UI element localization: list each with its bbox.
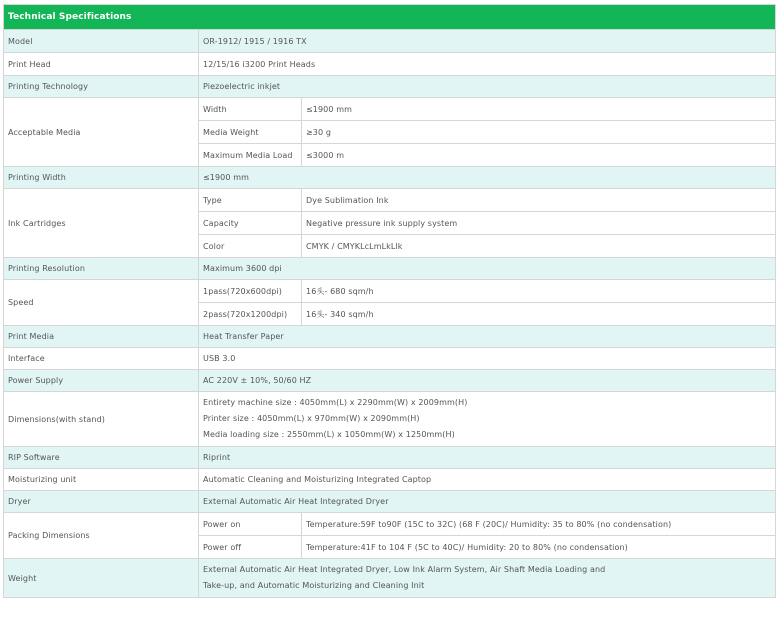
row-value: ≤1900 mm [199,167,776,189]
table-row [4,98,776,121]
sub-label: Color [199,235,302,258]
sub-label: Type [199,189,302,212]
table-row [4,491,776,513]
sub-value: CMYK / CMYKLcLmLkLlk [302,235,776,258]
row-label: Dryer [4,491,199,513]
spec-table-container [3,4,775,598]
table-row [4,280,776,303]
row-value: External Automatic Air Heat Integrated Dryer [199,491,776,513]
row-label: Model [4,30,199,53]
row-label: Printing Resolution [4,258,199,280]
row-label: Acceptable Media [4,98,199,167]
dimension-line: Media loading size : 2550mm(L) x 1050mm(W) x 1250mm(H) [203,430,455,439]
table-row [4,469,776,491]
sub-value: ≤1900 mm [302,98,776,121]
table-row [4,30,776,53]
row-value [199,559,776,598]
dimension-line: Entirety machine size : 4050mm(L) x 2290mm(W) x 2009mm(H) [203,398,468,407]
table-row [4,370,776,392]
row-value: AC 220V ± 10%, 50/60 HZ [199,370,776,392]
row-label: Interface [4,348,199,370]
row-value [199,392,776,447]
weight-line: External Automatic Air Heat Integrated Dryer, Low Ink Alarm System, Air Shaft Media Loading and [203,565,606,574]
row-value: Heat Transfer Paper [199,326,776,348]
table-row [4,326,776,348]
table-row [4,348,776,370]
sub-value: ≥30 g [302,121,776,144]
row-label: Printing Width [4,167,199,189]
table-row [4,258,776,280]
table-row [4,53,776,76]
sub-value: Temperature:59F to90F (15C to 32C) (68 F (20C)/ Humidity: 35 to 80% (no condensation) [302,513,776,536]
dimension-line: Printer size : 4050mm(L) x 970mm(W) x 2090mm(H) [203,414,420,423]
row-label: Weight [4,559,199,598]
table-title: Technical Specifications [4,5,776,30]
sub-label: 1pass(720x600dpi) [199,280,302,303]
row-label: Print Media [4,326,199,348]
sub-value: 16头- 680 sqm/h [302,280,776,303]
row-label: Ink Cartridges [4,189,199,258]
sub-label: 2pass(720x1200dpi) [199,303,302,326]
sub-value: Dye Sublimation Ink [302,189,776,212]
table-row [4,189,776,212]
table-header-row [4,5,776,30]
row-label: Power Supply [4,370,199,392]
sub-label: Capacity [199,212,302,235]
spec-table [3,4,776,598]
row-value: Riprint [199,447,776,469]
row-value: Automatic Cleaning and Moisturizing Integrated Captop [199,469,776,491]
row-label: Printing Technology [4,76,199,98]
sub-label: Power off [199,536,302,559]
row-label: Speed [4,280,199,326]
table-row [4,513,776,536]
sub-value: Temperature:41F to 104 F (5C to 40C)/ Humidity: 20 to 80% (no condensation) [302,536,776,559]
sub-label: Maximum Media Load [199,144,302,167]
row-value: OR-1912/ 1915 / 1916 TX [199,30,776,53]
table-row [4,392,776,447]
row-label: Packing Dimensions [4,513,199,559]
row-label: Moisturizing unit [4,469,199,491]
sub-value: Negative pressure ink supply system [302,212,776,235]
row-label: Dimensions(with stand) [4,392,199,447]
row-value: Maximum 3600 dpi [199,258,776,280]
table-row [4,167,776,189]
row-label: RIP Software [4,447,199,469]
sub-value: ≤3000 m [302,144,776,167]
sub-label: Power on [199,513,302,536]
sub-label: Media Weight [199,121,302,144]
sub-value: 16头- 340 sqm/h [302,303,776,326]
row-value: Piezoelectric inkjet [199,76,776,98]
row-label: Print Head [4,53,199,76]
table-row [4,76,776,98]
table-row [4,559,776,598]
weight-line: Take-up, and Automatic Moisturizing and Cleaning Init [203,581,425,590]
row-value: 12/15/16 i3200 Print Heads [199,53,776,76]
sub-label: Width [199,98,302,121]
row-value: USB 3.0 [199,348,776,370]
table-row [4,447,776,469]
